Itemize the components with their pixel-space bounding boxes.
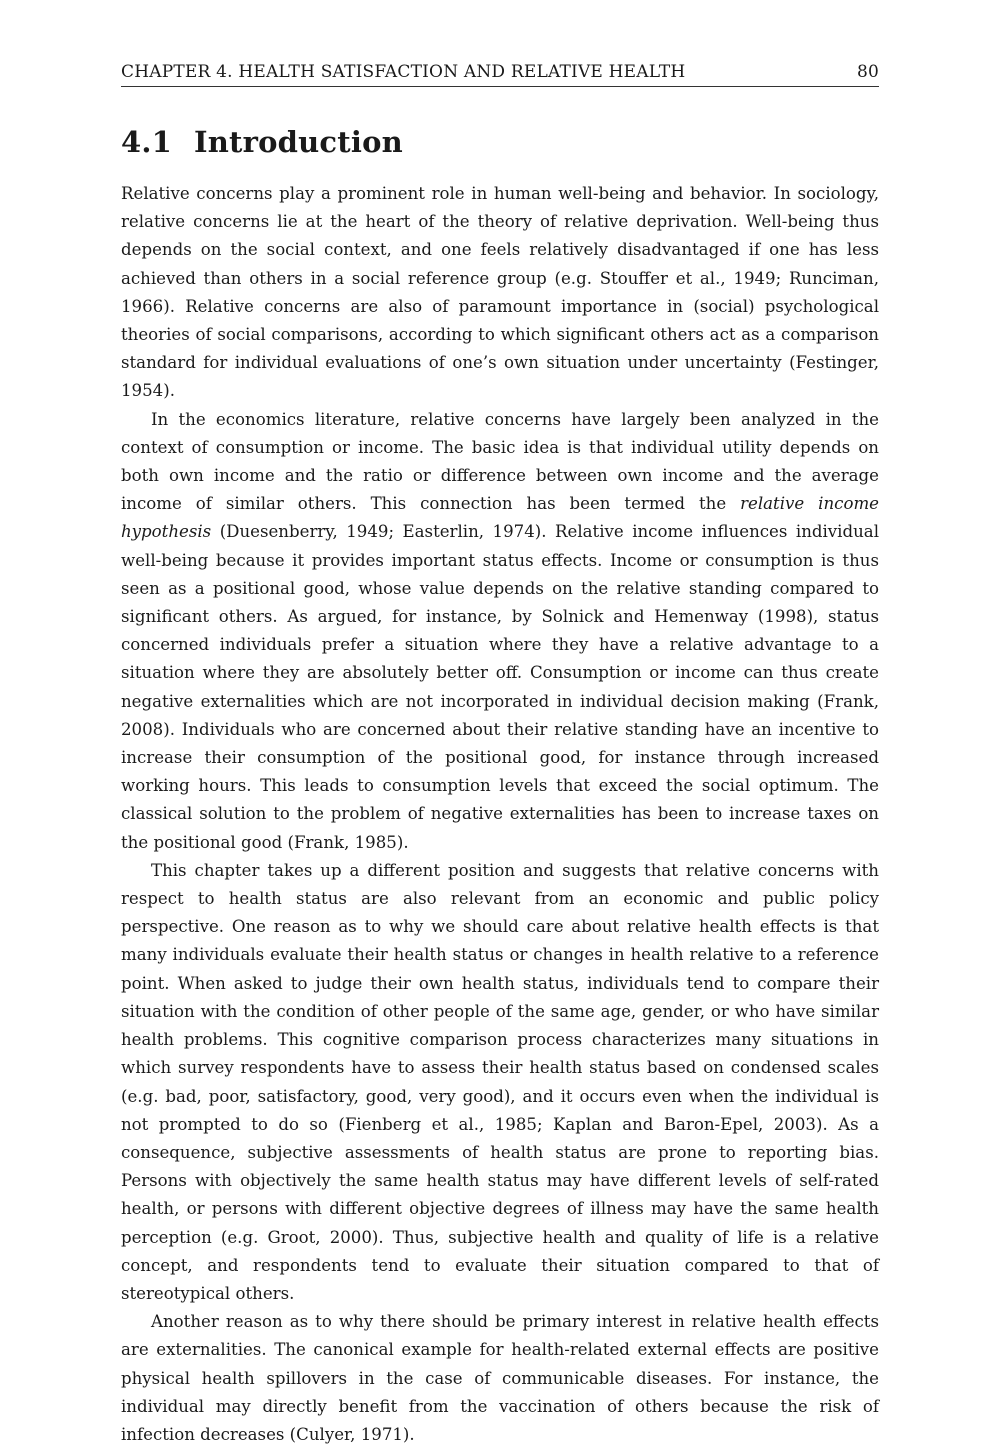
italic-term: relative income hypothesis — [121, 494, 880, 542]
section-heading — [121, 125, 879, 159]
page-number: 80 — [856, 62, 879, 82]
paragraph-2-start: In the economics literature, relative concerns have largely been analyzed in the context of consumption or income. The basic idea is that individual utility depends on both own income and the ratio or difference between own income and the average income of similar others. This connection has been termed the — [121, 409, 879, 514]
section-number: 4.1 — [121, 125, 173, 159]
page — [121, 62, 879, 1449]
chapter-title: CHAPTER 4. HEALTH SATISFACTION AND RELATIVE HEALTH — [121, 62, 686, 82]
paragraph-3: This chapter takes up a different position and suggests that relative concerns with respect to health status are also relevant from an economic and public policy perspective. One reason as to why we should care about relative health effects is that many individuals evaluate their health status or changes in health relative to a reference point. When asked to judge their own health status, individuals tend to compare their situation with the condition of other people of the same age, gender, or who have similar health problems. This cognitive comparison process characterizes many situations in which survey respondents have to assess their health status based on condensed scales (e.g. bad, poor, satisfactory, good, very good), and it occurs even when the individual is not prompted to do so (Fienberg et al., 1985; Kaplan and Baron-Epel, 2003). As a consequence, subjective assessments of health status are prone to reporting bias. Persons with objectively the same health status may have different levels of self-rated health, or persons with different objective degrees of illness may have the same health perception (e.g. Groot, 2000). Thus, subjective health and quality of life is a relative concept, and respondents tend to evaluate their situation compared to that of stereotypical others. — [121, 860, 879, 1303]
section-title: Introduction — [194, 125, 403, 159]
paragraph-2-end: (Duesenberry, 1949; Easterlin, 1974). Relative income influences individual well-being because it provides important status effects. Income or consumption is thus seen as a positional good, whose value depends on the relative standing compared to significant others. As argued, for instance, by Solnick and Hemenway (1998), status concerned individuals prefer a situation where they have a relative advantage to a situation where they are absolutely better off. Consumption or income can thus create negative externalities which are not incorporated in individual decision making (Frank, 2008). Individuals who are concerned about their relative standing have an incentive to increase their consumption of the positional good, for instance through increased working hours. This leads to consumption levels that exceed the social optimum. The classical solution to the problem of negative externalities has been to increase taxes on the positional good (Frank, 1985). — [121, 522, 879, 852]
paragraph-1: Relative concerns play a prominent role in human well-being and behavior. In sociology, relative concerns lie at the heart of the theory of relative deprivation. Well-being thus depends on the social context, and one feels relatively disadvantaged if one has less achieved than others in a social reference group (e.g. Stouffer et al., 1949; Runciman, 1966). Relative concerns are also of paramount importance in (social) psychological theories of social comparisons, according to which significant others act as a comparison standard for individual evaluations of one’s own situation under uncertainty (Festinger, 1954). — [121, 184, 879, 401]
paragraph-4: Another reason as to why there should be primary interest in relative health effects are externalities. The canonical example for health-related external effects are positive physical health spillovers in the case of communicable diseases. For instance, the individual may directly benefit from the vaccination of others because the risk of infection decreases (Culyer, 1971). — [121, 1312, 879, 1444]
paragraph-2 — [121, 406, 879, 857]
running-header — [121, 62, 879, 87]
body-text — [121, 180, 879, 1449]
